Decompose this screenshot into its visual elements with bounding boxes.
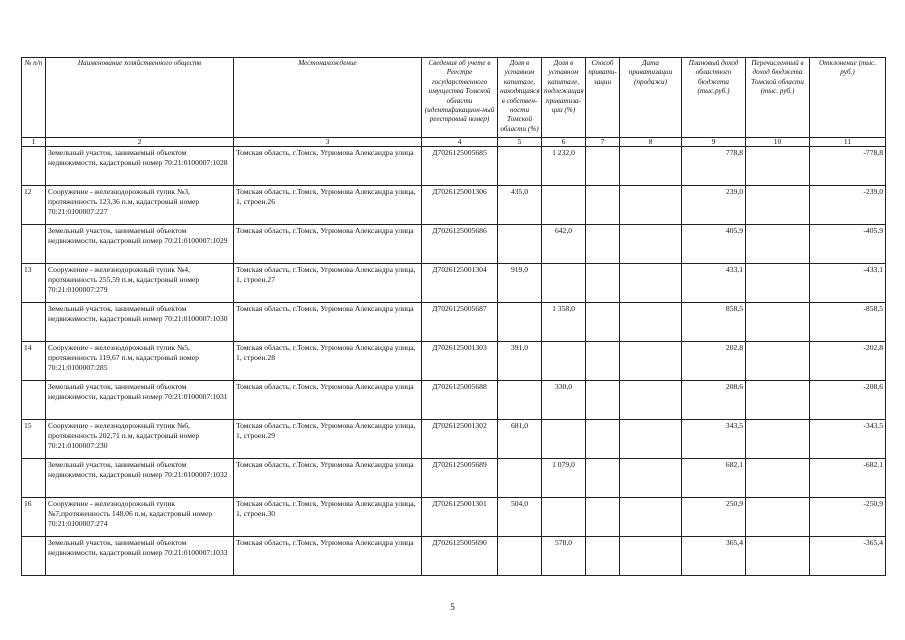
privatization-date	[620, 498, 682, 537]
state-share: 435,0	[498, 186, 542, 225]
transferred-income	[746, 264, 810, 303]
deviation: -365,4	[810, 537, 886, 576]
row-number: 14	[22, 342, 46, 381]
planned-income: 858,5	[682, 303, 746, 342]
header-cell: Перечисленный в доход бюджета Томской области (тыс. руб.)	[746, 58, 810, 138]
column-number: 6	[542, 138, 586, 147]
transferred-income	[746, 459, 810, 498]
header-cell: № п/п	[22, 58, 46, 138]
column-number: 1	[22, 138, 46, 147]
column-number: 11	[810, 138, 886, 147]
registry-number: Д7026125005686	[422, 225, 498, 264]
object-location: Томская область, г.Томск, Угрюмова Александра улица, 1, строен.30	[234, 498, 422, 537]
registry-number: Д7026125005687	[422, 303, 498, 342]
registry-number: Д7026125005689	[422, 459, 498, 498]
planned-income: 208,6	[682, 381, 746, 420]
table-row	[22, 303, 886, 342]
privatization-share	[542, 420, 586, 459]
object-location: Томская область, г.Томск, Угрюмова Александра улица, 1, строен.27	[234, 264, 422, 303]
state-share	[498, 459, 542, 498]
privatization-date	[620, 342, 682, 381]
row-number	[22, 303, 46, 342]
object-name: Земельный участок, занимаемый объектом недвижимости, кадастровый номер 70:21:0100007:1031	[46, 381, 234, 420]
object-location: Томская область, г.Томск, Угрюмова Александра улица	[234, 381, 422, 420]
registry-number: Д7026125005690	[422, 537, 498, 576]
object-location: Томская область, г.Томск, Угрюмова Александра улица, 1, строен.29	[234, 420, 422, 459]
privatization-share: 642,0	[542, 225, 586, 264]
object-name: Сооружение - железнодорожный тупик №3, протяженность 123,36 п.м, кадастровый номер 70:21:0100007:227	[46, 186, 234, 225]
row-number	[22, 147, 46, 186]
privatization-share: 1 232,0	[542, 147, 586, 186]
privatization-method	[586, 303, 620, 342]
transferred-income	[746, 186, 810, 225]
privatization-date	[620, 420, 682, 459]
state-share	[498, 147, 542, 186]
privatization-date	[620, 147, 682, 186]
object-location: Томская область, г.Томск, Угрюмова Александра улица	[234, 459, 422, 498]
privatization-date	[620, 225, 682, 264]
table-row	[22, 264, 886, 303]
row-number	[22, 381, 46, 420]
state-share: 681,0	[498, 420, 542, 459]
planned-income: 343,5	[682, 420, 746, 459]
object-name: Земельный участок, занимаемый объектом недвижимости, кадастровый номер 70:21:0100007:1032	[46, 459, 234, 498]
deviation: -433,1	[810, 264, 886, 303]
privatization-share: 1 358,0	[542, 303, 586, 342]
header-cell: Наименование хозяйственного обществ	[46, 58, 234, 138]
privatization-date	[620, 381, 682, 420]
column-number: 7	[586, 138, 620, 147]
privatization-method	[586, 420, 620, 459]
column-number: 3	[234, 138, 422, 147]
row-number: 12	[22, 186, 46, 225]
transferred-income	[746, 420, 810, 459]
deviation: -778,8	[810, 147, 886, 186]
transferred-income	[746, 537, 810, 576]
column-number: 10	[746, 138, 810, 147]
column-number: 4	[422, 138, 498, 147]
header-cell: Отклонение (тыс. руб.)	[810, 58, 886, 138]
object-name: Сооружение - железнодорожный тупик №7,протяженность 148,06 п.м, кадастровый номер 70:21:0100007:274	[46, 498, 234, 537]
registry-number: Д7026125001306	[422, 186, 498, 225]
privatization-share	[542, 186, 586, 225]
object-name: Земельный участок, занимаемый объектом недвижимости, кадастровый номер 70:21:0100007:1028	[46, 147, 234, 186]
deviation: -405,9	[810, 225, 886, 264]
state-share	[498, 303, 542, 342]
row-number	[22, 225, 46, 264]
transferred-income	[746, 381, 810, 420]
privatization-method	[586, 342, 620, 381]
privatization-table	[21, 57, 886, 576]
registry-number: Д7026125005685	[422, 147, 498, 186]
deviation: -858,5	[810, 303, 886, 342]
row-number	[22, 459, 46, 498]
privatization-share	[542, 498, 586, 537]
planned-income: 682,1	[682, 459, 746, 498]
deviation: -250,9	[810, 498, 886, 537]
state-share	[498, 225, 542, 264]
table-row	[22, 420, 886, 459]
state-share: 919,0	[498, 264, 542, 303]
privatization-method	[586, 186, 620, 225]
privatization-method	[586, 498, 620, 537]
transferred-income	[746, 498, 810, 537]
deviation: -208,6	[810, 381, 886, 420]
privatization-method	[586, 537, 620, 576]
privatization-share: 1 079,0	[542, 459, 586, 498]
object-name: Сооружение - железнодорожный тупик №5, протяженность 119,67 п.м, кадастровый номер 70:21:0100007:285	[46, 342, 234, 381]
planned-income: 778,8	[682, 147, 746, 186]
privatization-method	[586, 381, 620, 420]
column-number-row	[22, 138, 886, 147]
privatization-method	[586, 459, 620, 498]
header-cell: Плановый доход областного бюджета (тыс.руб.)	[682, 58, 746, 138]
object-name: Сооружение - железнодорожный тупик №6, протяженность 202,71 п.м, кадастровый номер 70:21:0100007:230	[46, 420, 234, 459]
privatization-date	[620, 186, 682, 225]
row-number: 15	[22, 420, 46, 459]
header-cell: Способ привати-зации	[586, 58, 620, 138]
header-cell: Местонахождение	[234, 58, 422, 138]
table-row	[22, 381, 886, 420]
table-row	[22, 186, 886, 225]
object-name: Сооружение - железнодорожный тупик №4, протяженность 255,59 п.м, кадастровый номер 70:21:0100007:279	[46, 264, 234, 303]
column-number: 5	[498, 138, 542, 147]
privatization-method	[586, 225, 620, 264]
transferred-income	[746, 147, 810, 186]
object-location: Томская область, г.Томск, Угрюмова Александра улица, 1, строен.28	[234, 342, 422, 381]
table-row	[22, 498, 886, 537]
page-number: 5	[450, 602, 455, 612]
deviation: -682,1	[810, 459, 886, 498]
state-share: 504,0	[498, 498, 542, 537]
header-cell: Доля в уставном капитале, подлежащая приватиза-ции (%)	[542, 58, 586, 138]
transferred-income	[746, 303, 810, 342]
table-row	[22, 147, 886, 186]
deviation: -343,5	[810, 420, 886, 459]
privatization-method	[586, 147, 620, 186]
header-cell: Сведения об учете в Реестре государственного имущества Томской области (идентификацион-ный реестровый номер)	[422, 58, 498, 138]
row-number: 13	[22, 264, 46, 303]
object-location: Томская область, г.Томск, Угрюмова Александра улица	[234, 537, 422, 576]
registry-number: Д7026125001304	[422, 264, 498, 303]
object-location: Томская область, г.Томск, Угрюмова Александра улица, 1, строен.26	[234, 186, 422, 225]
privatization-share: 578,0	[542, 537, 586, 576]
table-row	[22, 342, 886, 381]
registry-number: Д7026125001302	[422, 420, 498, 459]
privatization-date	[620, 537, 682, 576]
column-number: 2	[46, 138, 234, 147]
table-row	[22, 459, 886, 498]
row-number	[22, 537, 46, 576]
planned-income: 433,1	[682, 264, 746, 303]
state-share	[498, 381, 542, 420]
transferred-income	[746, 342, 810, 381]
privatization-share	[542, 342, 586, 381]
state-share: 391,0	[498, 342, 542, 381]
object-location: Томская область, г.Томск, Угрюмова Александра улица	[234, 225, 422, 264]
planned-income: 202,8	[682, 342, 746, 381]
planned-income: 365,4	[682, 537, 746, 576]
table-row	[22, 225, 886, 264]
planned-income: 239,0	[682, 186, 746, 225]
object-location: Томская область, г.Томск, Угрюмова Александра улица	[234, 147, 422, 186]
transferred-income	[746, 225, 810, 264]
privatization-date	[620, 303, 682, 342]
privatization-date	[620, 264, 682, 303]
object-location: Томская область, г.Томск, Угрюмова Александра улица	[234, 303, 422, 342]
row-number: 16	[22, 498, 46, 537]
privatization-share: 330,0	[542, 381, 586, 420]
column-number: 8	[620, 138, 682, 147]
header-cell: Дата приватизации (продажи)	[620, 58, 682, 138]
object-name: Земельный участок, занимаемый объектом недвижимости, кадастровый номер 70:21:0100007:1033	[46, 537, 234, 576]
object-name: Земельный участок, занимаемый объектом недвижимости, кадастровый номер 70:21:0100007:1030	[46, 303, 234, 342]
privatization-share	[542, 264, 586, 303]
planned-income: 250,9	[682, 498, 746, 537]
deviation: -202,8	[810, 342, 886, 381]
deviation: -239,0	[810, 186, 886, 225]
privatization-date	[620, 459, 682, 498]
column-number: 9	[682, 138, 746, 147]
planned-income: 405,9	[682, 225, 746, 264]
privatization-method	[586, 264, 620, 303]
registry-number: Д7026125001301	[422, 498, 498, 537]
header-row	[22, 58, 886, 138]
state-share	[498, 537, 542, 576]
registry-number: Д7026125005688	[422, 381, 498, 420]
header-cell: Доля в уставном капитале, находящаяся в собствен-ности Томской области (%)	[498, 58, 542, 138]
table-row	[22, 537, 886, 576]
registry-number: Д7026125001303	[422, 342, 498, 381]
object-name: Земельный участок, занимаемый объектом недвижимости, кадастровый номер 70:21:0100007:1029	[46, 225, 234, 264]
